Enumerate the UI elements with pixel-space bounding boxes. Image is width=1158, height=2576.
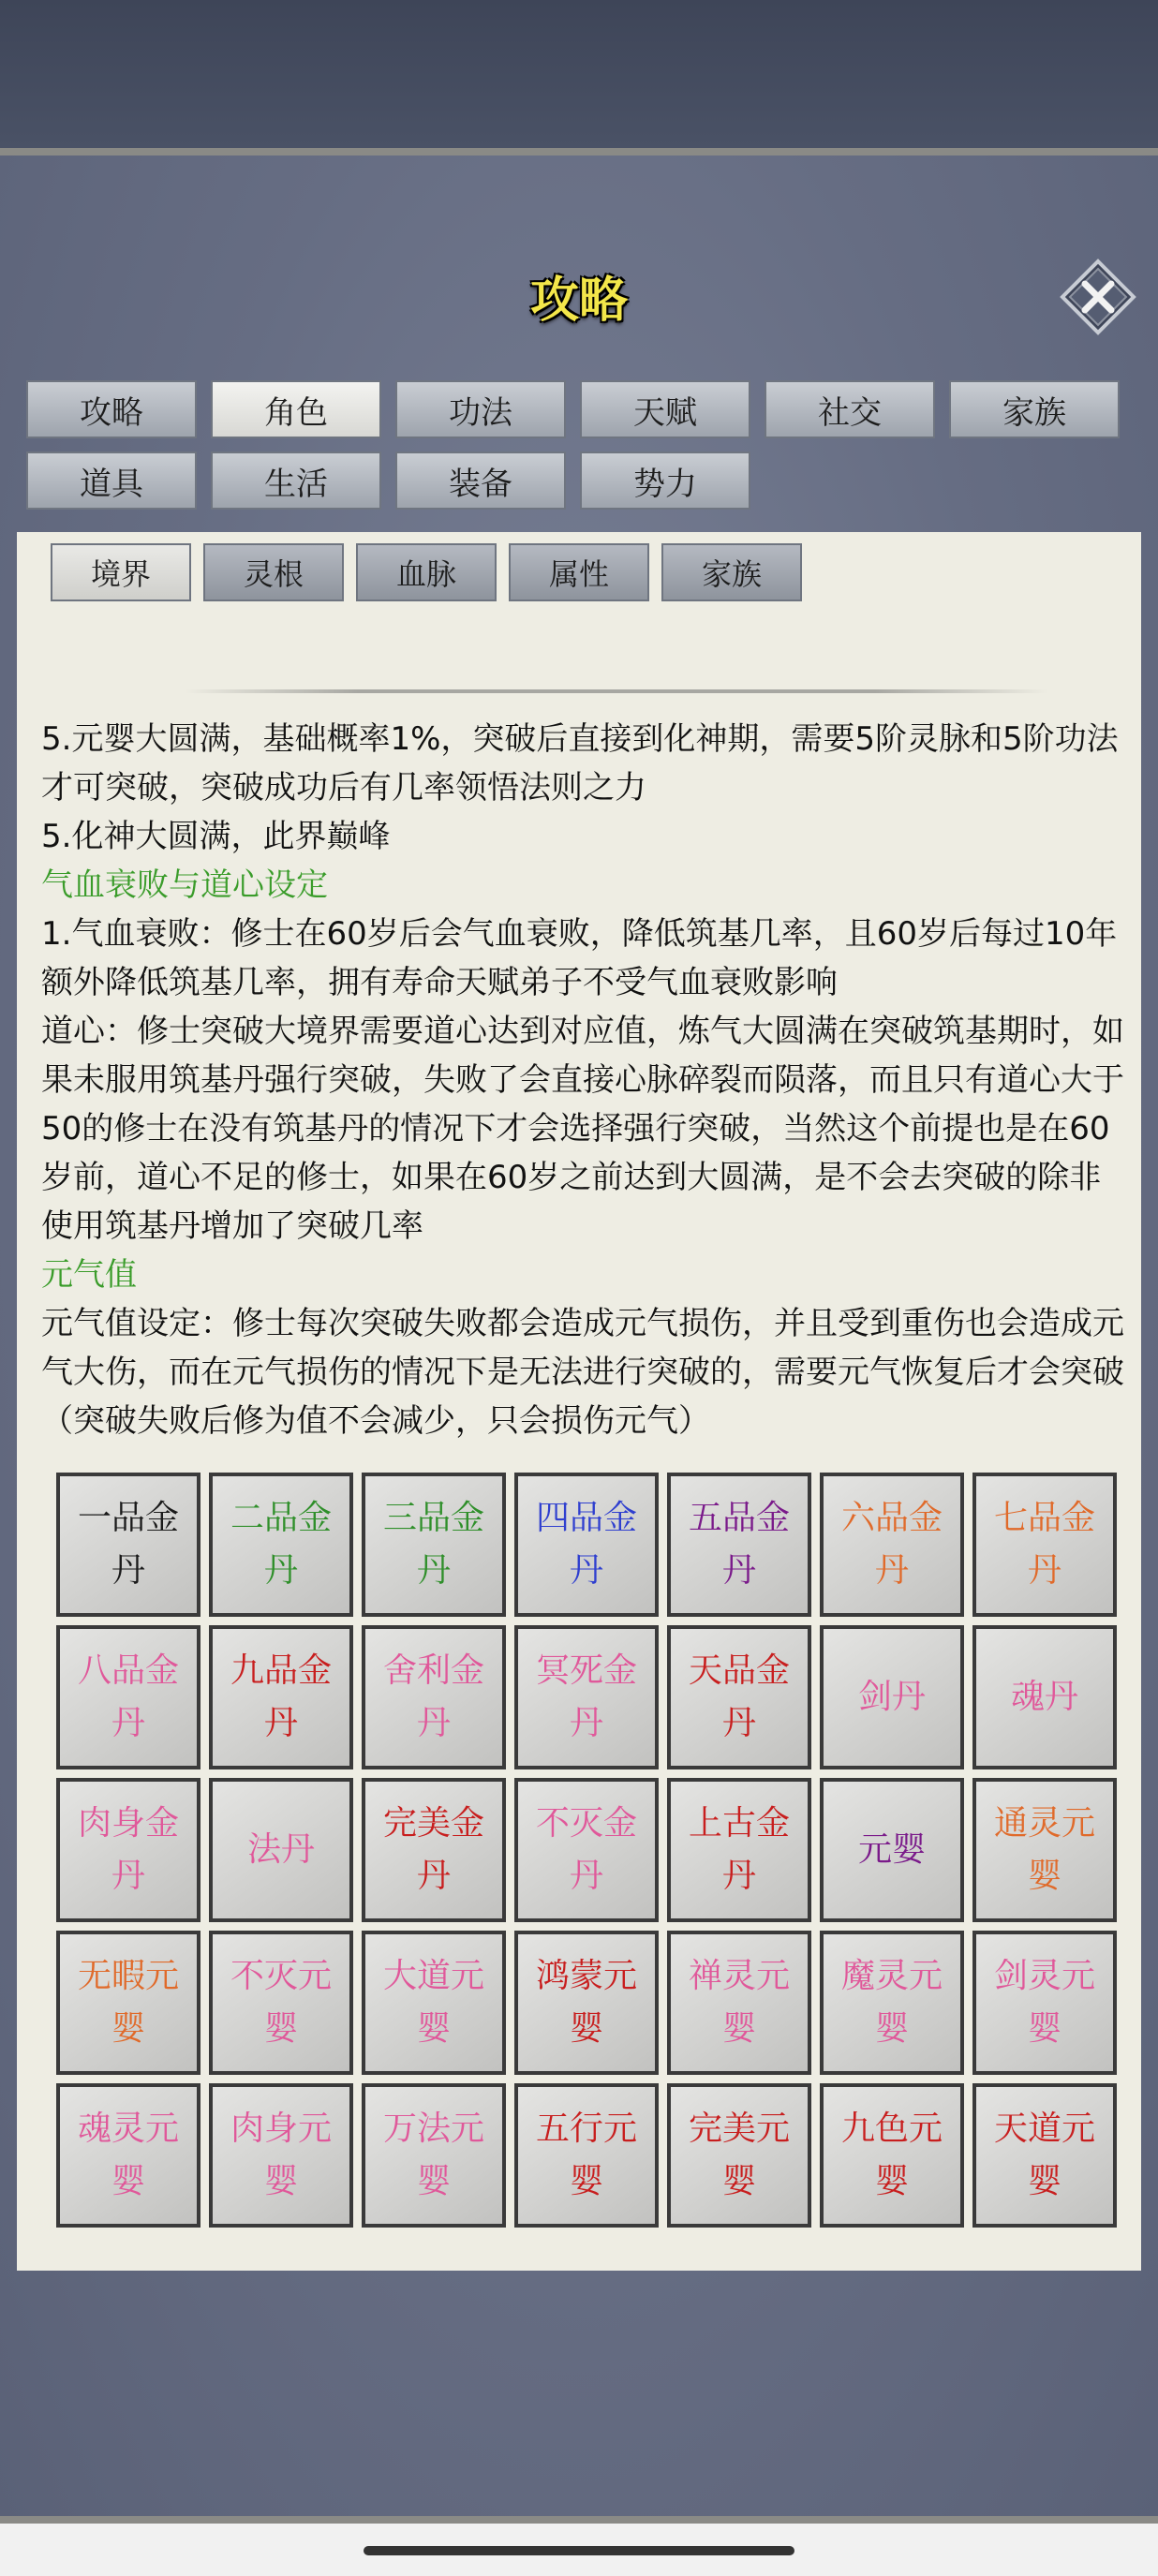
section-heading: 元气值: [41, 1256, 137, 1294]
section-divider: [186, 689, 1047, 693]
subtab-4[interactable]: 家族: [661, 543, 802, 601]
grid-cell[interactable]: 七品金丹: [972, 1473, 1117, 1617]
close-icon: [1059, 258, 1137, 336]
grid-cell[interactable]: 九色元婴: [820, 2083, 964, 2228]
paragraph: 5.元婴大圆满，基础概率1%，突破后直接到化神期，需要5阶灵脉和5阶功法才可突破，突破成功后有几率领悟法则之力: [41, 720, 1119, 807]
tab-5[interactable]: 家族: [949, 380, 1120, 438]
tab-4[interactable]: 社交: [765, 380, 935, 438]
grid-cell[interactable]: 禅灵元婴: [667, 1931, 811, 2075]
grid-cell[interactable]: 一品金丹: [56, 1473, 200, 1617]
grid-cell[interactable]: 魔灵元婴: [820, 1931, 964, 2075]
tab-8[interactable]: 装备: [395, 452, 566, 510]
grid-cell[interactable]: 冥死金丹: [514, 1625, 659, 1769]
grid-cell[interactable]: 四品金丹: [514, 1473, 659, 1617]
grid-cell[interactable]: 天品金丹: [667, 1625, 811, 1769]
grid-cell[interactable]: 剑丹: [820, 1625, 964, 1769]
grid-cell[interactable]: 万法元婴: [362, 2083, 506, 2228]
subtab-3[interactable]: 属性: [509, 543, 649, 601]
top-bar: [0, 0, 1158, 150]
grid-cell[interactable]: 五行元婴: [514, 2083, 659, 2228]
section-heading: 气血衰败与道心设定: [41, 866, 328, 904]
grid-cell[interactable]: 完美金丹: [362, 1778, 506, 1922]
grid-cell[interactable]: 上古金丹: [667, 1778, 811, 1922]
grid-cell[interactable]: 不灭元婴: [209, 1931, 353, 2075]
page-title: 攻略: [529, 273, 628, 329]
grid-cell[interactable]: 肉身元婴: [209, 2083, 353, 2228]
tab-6[interactable]: 道具: [26, 452, 197, 510]
top-divider: [0, 148, 1158, 155]
grid-cell[interactable]: 舍利金丹: [362, 1625, 506, 1769]
tab-1[interactable]: 角色: [211, 380, 381, 438]
grid-cell[interactable]: 天道元婴: [972, 2083, 1117, 2228]
paragraph: 元气值设定：修士每次突破失败都会造成元气损伤，并且受到重伤也会造成元气大伤，而在元气损伤的情况下是无法进行突破的，需要元气恢复后才会突破（突破失败后修为值不会减少，只会损伤元气）: [41, 1305, 1124, 1440]
tab-3[interactable]: 天赋: [580, 380, 750, 438]
paragraph: 5.化神大圆满，此界巅峰: [41, 818, 391, 855]
grid-cell[interactable]: 元婴: [820, 1778, 964, 1922]
grid-cell[interactable]: 八品金丹: [56, 1625, 200, 1769]
grid-cell[interactable]: 完美元婴: [667, 2083, 811, 2228]
grid-cell[interactable]: 五品金丹: [667, 1473, 811, 1617]
grid-cell[interactable]: 法丹: [209, 1778, 353, 1922]
paragraph: 1.气血衰败：修士在60岁后会气血衰败，降低筑基几率，且60岁后每过10年额外降低筑基几率，拥有寿命天赋弟子不受气血衰败影响: [41, 915, 1118, 1001]
home-indicator[interactable]: [364, 2546, 794, 2555]
close-button[interactable]: [1059, 258, 1137, 336]
subtab-1[interactable]: 灵根: [203, 543, 344, 601]
grid-cell[interactable]: 剑灵元婴: [972, 1931, 1117, 2075]
grid-cell[interactable]: 三品金丹: [362, 1473, 506, 1617]
subtab-2[interactable]: 血脉: [356, 543, 497, 601]
grid-cell[interactable]: 六品金丹: [820, 1473, 964, 1617]
guide-text: [41, 715, 1128, 1445]
grid-cell[interactable]: 鸿蒙元婴: [514, 1931, 659, 2075]
grid-cell[interactable]: 魂灵元婴: [56, 2083, 200, 2228]
tab-7[interactable]: 生活: [211, 452, 381, 510]
grid-cell[interactable]: 魂丹: [972, 1625, 1117, 1769]
tab-2[interactable]: 功法: [395, 380, 566, 438]
grid-cell[interactable]: 肉身金丹: [56, 1778, 200, 1922]
grid-cell[interactable]: 无暇元婴: [56, 1931, 200, 2075]
tab-9[interactable]: 势力: [580, 452, 750, 510]
grid-cell[interactable]: 大道元婴: [362, 1931, 506, 2075]
bottom-divider: [0, 2516, 1158, 2524]
grid-cell[interactable]: 不灭金丹: [514, 1778, 659, 1922]
paragraph: 道心：修士突破大境界需要道心达到对应值，炼气大圆满在突破筑基期时，如果未服用筑基丹强行突破，失败了会直接心脉碎裂而陨落，而且只有道心大于50的修士在没有筑基丹的情况下才会选择强行突破，当然这个前提也是在60岁前，道心不足的修士，如果在60岁之前达到大圆满，是不会去突破的除非使用筑基丹增加了突破几率: [41, 1013, 1124, 1245]
subtab-0[interactable]: 境界: [51, 543, 191, 601]
grid-cell[interactable]: 通灵元婴: [972, 1778, 1117, 1922]
grid-cell[interactable]: 九品金丹: [209, 1625, 353, 1769]
tab-0[interactable]: 攻略: [26, 380, 197, 438]
grid-cell[interactable]: 二品金丹: [209, 1473, 353, 1617]
content-panel: [17, 532, 1141, 2271]
